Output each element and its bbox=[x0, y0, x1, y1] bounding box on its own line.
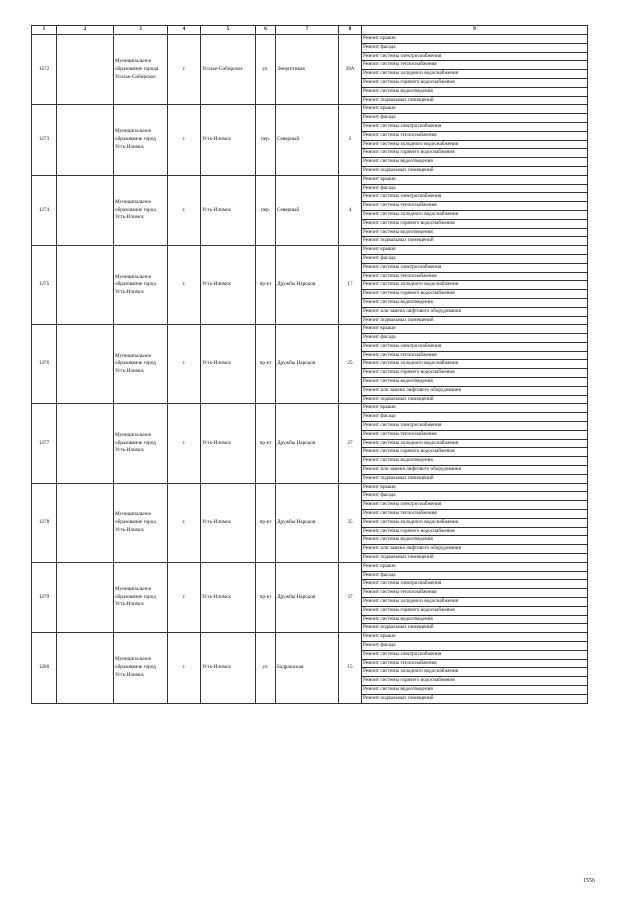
house-number-cell: 25 bbox=[339, 325, 362, 404]
table-row bbox=[32, 404, 588, 413]
work-item-cell: Ремонт или замена лифтового оборудования bbox=[362, 386, 588, 395]
work-item-cell: Ремонт системы теплоснабжения bbox=[362, 202, 588, 211]
work-item-cell: Ремонт фасада bbox=[362, 641, 588, 650]
city-cell: Усть-Илимск bbox=[201, 246, 256, 325]
settlement-type-cell: г. bbox=[168, 105, 201, 175]
work-item-cell: Ремонт крыши bbox=[362, 105, 588, 114]
municipality-cell: Муниципальное образование город Усть-Илимск bbox=[114, 633, 168, 703]
city-cell: Усть-Илимск bbox=[201, 404, 256, 483]
column-header: 1 bbox=[32, 26, 57, 35]
column-header: 5 bbox=[201, 26, 256, 35]
work-item-cell: Ремонт системы горячего водоснабжения bbox=[362, 448, 588, 457]
work-item-cell: Ремонт подвальных помещений bbox=[362, 96, 588, 105]
house-number-cell: 17 bbox=[339, 246, 362, 325]
table-row bbox=[32, 633, 588, 642]
work-item-cell: Ремонт фасада bbox=[362, 184, 588, 193]
work-item-cell: Ремонт системы холодного водоснабжения bbox=[362, 439, 588, 448]
table-row bbox=[32, 483, 588, 492]
work-item-cell: Ремонт крыши bbox=[362, 562, 588, 571]
house-number-cell: 2 bbox=[339, 105, 362, 175]
work-item-cell: Ремонт крыши bbox=[362, 246, 588, 255]
work-item-cell: Ремонт системы электроснабжения bbox=[362, 52, 588, 61]
work-item-cell: Ремонт подвальных помещений bbox=[362, 554, 588, 563]
page-number: 1556 bbox=[583, 878, 595, 884]
street-cell: Бадрашская bbox=[276, 633, 339, 703]
work-item-cell: Ремонт подвальных помещений bbox=[362, 316, 588, 325]
row-number: 1272 bbox=[32, 35, 57, 105]
row-number: 1280 bbox=[32, 633, 57, 703]
work-item-cell: Ремонт системы теплоснабжения bbox=[362, 659, 588, 668]
work-item-cell: Ремонт системы электроснабжения bbox=[362, 193, 588, 202]
settlement-type-cell: г. bbox=[168, 175, 201, 245]
municipality-cell: Муниципальное образование город Усть-Илимск bbox=[114, 562, 168, 632]
street-cell: Дружбы Народов bbox=[276, 246, 339, 325]
municipality-cell: Муниципальное образование город Усть-Илимск bbox=[114, 404, 168, 483]
settlement-type-cell: г. bbox=[168, 246, 201, 325]
work-item-cell: Ремонт системы холодного водоснабжения bbox=[362, 70, 588, 79]
work-item-cell: Ремонт системы горячего водоснабжения bbox=[362, 219, 588, 228]
column-header: 4 bbox=[168, 26, 201, 35]
column-header: 2 bbox=[57, 26, 114, 35]
municipality-cell: Муниципальное образование город Усть-Илимск bbox=[114, 483, 168, 562]
work-item-cell: Ремонт фасада bbox=[362, 492, 588, 501]
work-item-cell: Ремонт или замена лифтового оборудования bbox=[362, 307, 588, 316]
row-number: 1277 bbox=[32, 404, 57, 483]
work-item-cell: Ремонт системы водоотведения bbox=[362, 685, 588, 694]
row-number: 1276 bbox=[32, 325, 57, 404]
empty-cell bbox=[57, 562, 114, 632]
work-item-cell: Ремонт системы горячего водоснабжения bbox=[362, 527, 588, 536]
work-item-cell: Ремонт системы водоотведения bbox=[362, 87, 588, 96]
work-item-cell: Ремонт или замена лифтового оборудования bbox=[362, 545, 588, 554]
work-item-cell: Ремонт системы теплоснабжения bbox=[362, 510, 588, 519]
city-cell: Усть-Илимск bbox=[201, 562, 256, 632]
house-number-cell: 27 bbox=[339, 404, 362, 483]
work-item-cell: Ремонт подвальных помещений bbox=[362, 474, 588, 483]
empty-cell bbox=[57, 483, 114, 562]
city-cell: Усть-Илимск bbox=[201, 325, 256, 404]
work-item-cell: Ремонт крыши bbox=[362, 404, 588, 413]
work-item-cell: Ремонт фасада bbox=[362, 254, 588, 263]
column-header: 8 bbox=[339, 26, 362, 35]
work-item-cell: Ремонт системы теплоснабжения bbox=[362, 272, 588, 281]
table-row bbox=[32, 246, 588, 255]
register-table bbox=[31, 25, 588, 704]
work-item-cell: Ремонт подвальных помещений bbox=[362, 624, 588, 633]
row-number: 1275 bbox=[32, 246, 57, 325]
settlement-type-cell: г. bbox=[168, 35, 201, 105]
column-header: 7 bbox=[276, 26, 339, 35]
row-number: 1279 bbox=[32, 562, 57, 632]
work-item-cell: Ремонт фасада bbox=[362, 334, 588, 343]
street-cell: Энергетиков bbox=[276, 35, 339, 105]
work-item-cell: Ремонт фасада bbox=[362, 413, 588, 422]
street-cell: Дружбы Народов bbox=[276, 404, 339, 483]
work-item-cell: Ремонт подвальных помещений bbox=[362, 237, 588, 246]
column-header: 9 bbox=[362, 26, 588, 35]
street-type-cell: ул. bbox=[256, 35, 276, 105]
work-item-cell: Ремонт фасада bbox=[362, 43, 588, 52]
work-item-cell: Ремонт системы теплоснабжения bbox=[362, 61, 588, 70]
house-number-cell: 37 bbox=[339, 562, 362, 632]
table-row bbox=[32, 105, 588, 114]
city-cell: Усть-Илимск bbox=[201, 105, 256, 175]
work-item-cell: Ремонт фасада bbox=[362, 571, 588, 580]
table-row bbox=[32, 562, 588, 571]
empty-cell bbox=[57, 325, 114, 404]
work-item-cell: Ремонт крыши bbox=[362, 35, 588, 44]
settlement-type-cell: г. bbox=[168, 562, 201, 632]
table-row bbox=[32, 175, 588, 184]
street-cell: Дружбы Народов bbox=[276, 483, 339, 562]
municipality-cell: Муниципальное образование город Усть-Илимск bbox=[114, 175, 168, 245]
street-type-cell: пер. bbox=[256, 175, 276, 245]
work-item-cell: Ремонт крыши bbox=[362, 633, 588, 642]
street-type-cell: ул. bbox=[256, 633, 276, 703]
work-item-cell: Ремонт системы теплоснабжения bbox=[362, 430, 588, 439]
street-type-cell: пр-кт bbox=[256, 325, 276, 404]
work-item-cell: Ремонт системы водоотведения bbox=[362, 457, 588, 466]
work-item-cell: Ремонт системы электроснабжения bbox=[362, 422, 588, 431]
table-row bbox=[32, 325, 588, 334]
work-item-cell: Ремонт системы горячего водоснабжения bbox=[362, 78, 588, 87]
work-item-cell: Ремонт или замена лифтового оборудования bbox=[362, 466, 588, 475]
row-number: 1273 bbox=[32, 105, 57, 175]
work-item-cell: Ремонт системы электроснабжения bbox=[362, 122, 588, 131]
work-item-cell: Ремонт системы электроснабжения bbox=[362, 342, 588, 351]
work-item-cell: Ремонт системы горячего водоснабжения bbox=[362, 369, 588, 378]
work-item-cell: Ремонт подвальных помещений bbox=[362, 166, 588, 175]
house-number-cell: 35 bbox=[339, 483, 362, 562]
work-item-cell: Ремонт системы холодного водоснабжения bbox=[362, 140, 588, 149]
house-number-cell: 39А bbox=[339, 35, 362, 105]
street-cell: Северный bbox=[276, 105, 339, 175]
work-item-cell: Ремонт крыши bbox=[362, 483, 588, 492]
street-type-cell: пер. bbox=[256, 105, 276, 175]
column-header: 3 bbox=[114, 26, 168, 35]
work-item-cell: Ремонт системы горячего водоснабжения bbox=[362, 290, 588, 299]
street-cell: Северный bbox=[276, 175, 339, 245]
municipality-cell: Муниципальное образование город Усть-Илимск bbox=[114, 105, 168, 175]
municipality-cell: Муниципальное образование города Усолье-Сибирское bbox=[114, 35, 168, 105]
empty-cell bbox=[57, 404, 114, 483]
work-item-cell: Ремонт системы водоотведения bbox=[362, 158, 588, 167]
street-cell: Дружбы Народов bbox=[276, 562, 339, 632]
work-item-cell: Ремонт системы теплоснабжения bbox=[362, 351, 588, 360]
work-item-cell: Ремонт крыши bbox=[362, 325, 588, 334]
municipality-cell: Муниципальное образование город Усть-Илимск bbox=[114, 246, 168, 325]
work-item-cell: Ремонт системы водоотведения bbox=[362, 378, 588, 387]
table-row bbox=[32, 35, 588, 44]
work-item-cell: Ремонт системы водоотведения bbox=[362, 615, 588, 624]
work-item-cell: Ремонт системы водоотведения bbox=[362, 298, 588, 307]
work-item-cell: Ремонт системы холодного водоснабжения bbox=[362, 668, 588, 677]
work-item-cell: Ремонт системы теплоснабжения bbox=[362, 589, 588, 598]
empty-cell bbox=[57, 633, 114, 703]
city-cell: Усть-Илимск bbox=[201, 175, 256, 245]
work-item-cell: Ремонт фасада bbox=[362, 114, 588, 123]
street-type-cell: пр-кт bbox=[256, 483, 276, 562]
work-item-cell: Ремонт крыши bbox=[362, 175, 588, 184]
city-cell: Усть-Илимск bbox=[201, 633, 256, 703]
settlement-type-cell: г. bbox=[168, 325, 201, 404]
street-cell: Дружбы Народов bbox=[276, 325, 339, 404]
street-type-cell: пр-кт bbox=[256, 562, 276, 632]
empty-cell bbox=[57, 246, 114, 325]
settlement-type-cell: г. bbox=[168, 633, 201, 703]
header-row bbox=[32, 26, 588, 35]
street-type-cell: пр-кт bbox=[256, 246, 276, 325]
work-item-cell: Ремонт системы водоотведения bbox=[362, 536, 588, 545]
row-number: 1278 bbox=[32, 483, 57, 562]
street-type-cell: пр-кт bbox=[256, 404, 276, 483]
city-cell: Усолье-Сибирское bbox=[201, 35, 256, 105]
work-item-cell: Ремонт системы горячего водоснабжения bbox=[362, 606, 588, 615]
city-cell: Усть-Илимск bbox=[201, 483, 256, 562]
empty-cell bbox=[57, 35, 114, 105]
work-item-cell: Ремонт системы холодного водоснабжения bbox=[362, 598, 588, 607]
column-header: 6 bbox=[256, 26, 276, 35]
settlement-type-cell: г. bbox=[168, 483, 201, 562]
work-item-cell: Ремонт системы холодного водоснабжения bbox=[362, 360, 588, 369]
work-item-cell: Ремонт системы электроснабжения bbox=[362, 263, 588, 272]
work-item-cell: Ремонт системы электроснабжения bbox=[362, 650, 588, 659]
row-number: 1274 bbox=[32, 175, 57, 245]
work-item-cell: Ремонт подвальных помещений bbox=[362, 395, 588, 404]
work-item-cell: Ремонт системы холодного водоснабжения bbox=[362, 281, 588, 290]
work-item-cell: Ремонт системы холодного водоснабжения bbox=[362, 210, 588, 219]
house-number-cell: 4 bbox=[339, 175, 362, 245]
work-item-cell: Ремонт системы горячего водоснабжения bbox=[362, 677, 588, 686]
work-item-cell: Ремонт подвальных помещений bbox=[362, 694, 588, 703]
municipality-cell: Муниципальное образование город Усть-Илимск bbox=[114, 325, 168, 404]
empty-cell bbox=[57, 105, 114, 175]
work-item-cell: Ремонт системы горячего водоснабжения bbox=[362, 149, 588, 158]
work-item-cell: Ремонт системы электроснабжения bbox=[362, 501, 588, 510]
work-item-cell: Ремонт системы холодного водоснабжения bbox=[362, 518, 588, 527]
work-item-cell: Ремонт системы электроснабжения bbox=[362, 580, 588, 589]
work-item-cell: Ремонт системы теплоснабжения bbox=[362, 131, 588, 140]
settlement-type-cell: г. bbox=[168, 404, 201, 483]
empty-cell bbox=[57, 175, 114, 245]
table-body bbox=[32, 35, 588, 704]
work-item-cell: Ремонт системы водоотведения bbox=[362, 228, 588, 237]
house-number-cell: 15 bbox=[339, 633, 362, 703]
